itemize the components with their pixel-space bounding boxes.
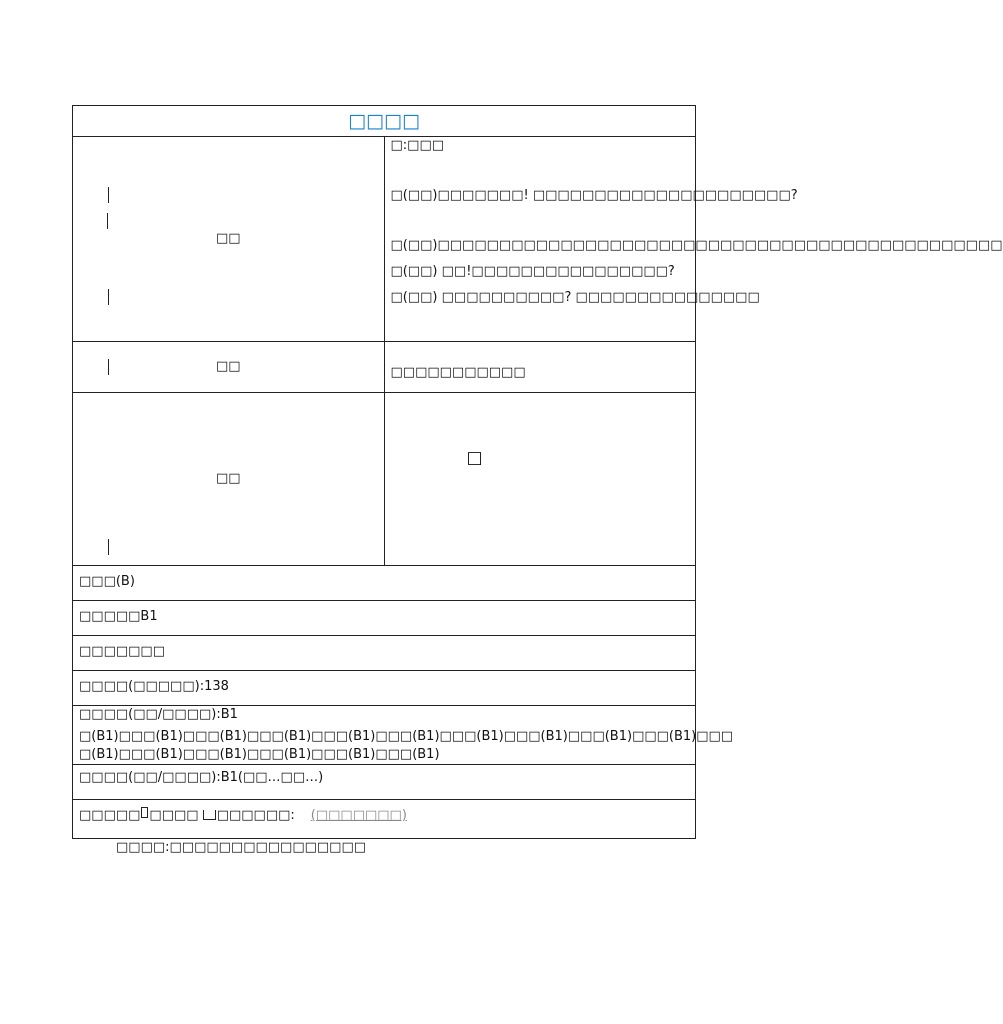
worksheet-title: □□□□ <box>73 106 696 137</box>
dialogue-label: □□ <box>215 231 241 246</box>
source-fill-in-blank[interactable]: (□□□□□□□) <box>310 808 407 823</box>
image-label-cell <box>73 393 385 566</box>
dialogue-divider-mark <box>107 213 108 229</box>
dialogue-divider-mark <box>108 187 109 203</box>
topic-text: □□□□□□□□□□□ <box>390 365 526 380</box>
worksheet-table <box>72 105 1003 839</box>
topic-label: □□ <box>215 359 241 374</box>
source-option2-checkbox[interactable] <box>203 810 216 820</box>
word-count-row: □□□□(□□□□□):138 <box>73 671 696 706</box>
dialogue-divider-mark <box>108 289 109 305</box>
source-option1-checkbox[interactable] <box>141 807 148 818</box>
vocabulary-list-line: □(B1)□□□(B1)□□□(B1)□□□(B1)□□□(B1)□□□(B1)□□□(B1)□□□(B1)□□□(B1)□□□(B1)□□□ <box>79 729 734 744</box>
dialogue-label-cell <box>73 137 385 342</box>
dialogue-line: □(□□) □□□□□□□□□□? □□□□□□□□□□□□□□□ <box>390 290 760 305</box>
image-label: □□ <box>215 471 241 486</box>
vocabulary-list-line: □(B1)□□□(B1)□□□(B1)□□□(B1)□□□(B1)□□□(B1) <box>79 747 440 762</box>
topic-divider-mark <box>108 359 109 375</box>
source-label: □□□□□ <box>79 808 141 823</box>
level-row: □□□(B) <box>73 566 696 601</box>
grammar-row: □□□□(□□/□□□□):B1(□□…□□…) <box>73 765 696 800</box>
footer-note: □□□□:□□□□□□□□□□□□□□□□ <box>116 840 367 855</box>
image-area <box>384 393 696 566</box>
source-row <box>73 800 696 839</box>
topic-label-cell <box>73 342 385 393</box>
dialogue-line: □(□□) □□!□□□□□□□□□□□□□□□□? <box>390 264 675 279</box>
dialogue-content <box>384 137 1003 342</box>
source-option2-label: □□□□□□: <box>216 808 295 823</box>
dialogue-line: □(□□)□□□□□□□□□□□□□□□□□□□□□□□□□□□□□□□□□□□□□□□□□□□□□□ <box>390 238 1003 253</box>
sublevel-row: □□□□□B1 <box>73 601 696 636</box>
dialogue-line: □:□□□ <box>390 138 445 153</box>
vocabulary-header: □□□□(□□/□□□□):B1 <box>79 707 238 722</box>
topic-content <box>384 342 696 393</box>
image-divider-mark <box>108 539 109 555</box>
vocabulary-row <box>73 706 734 765</box>
image-placeholder-glyph: □ <box>466 448 483 468</box>
category-row: □□□□□□□ <box>73 636 696 671</box>
source-option1-label: □□□□ <box>149 808 199 823</box>
dialogue-line: □(□□)□□□□□□□! □□□□□□□□□□□□□□□□□□□□□? <box>390 188 798 203</box>
